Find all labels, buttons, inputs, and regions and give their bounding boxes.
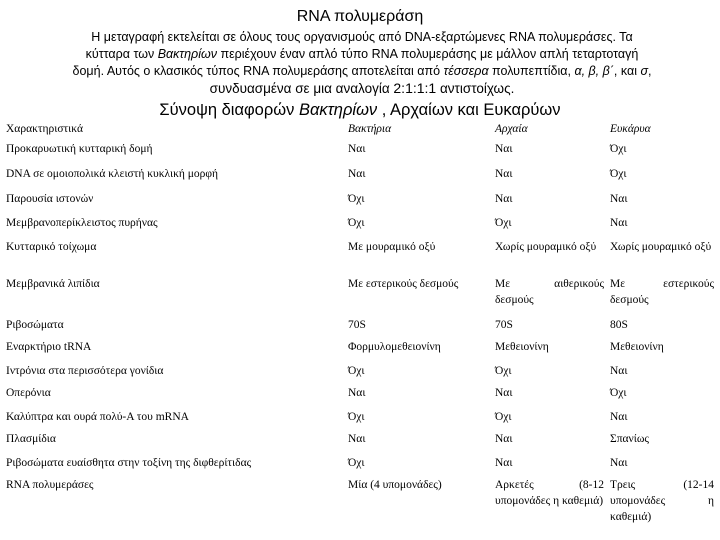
cell-feature: Οπερόνια bbox=[6, 387, 51, 399]
intro-ratio: 2:1:1:1 bbox=[393, 80, 437, 96]
cell-eukarya: Ναι bbox=[610, 365, 628, 377]
cell-eukarya: Ναι bbox=[610, 457, 628, 469]
subtitle-emphasis: Βακτηρίων bbox=[298, 101, 378, 119]
intro-text: , και bbox=[613, 64, 641, 78]
cell-archaea: Αρκετές (8-12 υπομονάδες η καθεμιά) bbox=[495, 479, 604, 507]
cell-archaea: Με αιθερικούς δεσμούς bbox=[495, 278, 604, 306]
cell-archaea: Όχι bbox=[495, 365, 512, 377]
intro-text: περιέχουν έναν απλό τύπο RNA πολυμεράσης με μάλλον απλή τεταρτοταγή bbox=[216, 47, 639, 61]
header-cell-bacteria: Βακτήρια bbox=[348, 123, 392, 135]
table-row bbox=[6, 339, 714, 363]
header-cell-eukarya: Ευκάρυα bbox=[610, 123, 651, 135]
cell-eukarya: 80S bbox=[610, 319, 628, 331]
subtitle-text: , Αρχαίων και Ευκαρύων bbox=[377, 101, 561, 119]
intro-text: συνδυασμένα σε μια αναλογία bbox=[209, 81, 394, 96]
cell-feature: Ιντρόνια στα περισσότερα γονίδια bbox=[6, 365, 164, 377]
intro-text: , bbox=[648, 64, 652, 78]
cell-archaea: Ναι bbox=[495, 457, 513, 469]
cell-bacteria: Ναι bbox=[348, 387, 366, 399]
cell-eukarya: Όχι bbox=[610, 168, 627, 180]
table-row bbox=[6, 276, 714, 317]
table-row bbox=[6, 385, 714, 409]
intro-line-4 bbox=[12, 80, 712, 97]
cell-bacteria: 70S bbox=[348, 319, 366, 331]
subtitle-text: Σύνοψη διαφορών bbox=[159, 101, 299, 119]
intro-text: αντιστοίχως. bbox=[436, 81, 515, 96]
cell-bacteria: Με εστερικούς δεσμούς bbox=[348, 278, 459, 290]
cell-bacteria: Ναι bbox=[348, 143, 366, 155]
cell-bacteria: Φορμυλομεθειονίνη bbox=[348, 341, 441, 353]
table-row bbox=[6, 477, 714, 525]
page-title: RNA πολυμεράση bbox=[296, 8, 424, 25]
cell-eukarya: Τρεις (12-14 υπομονάδες η καθεμιά) bbox=[610, 479, 714, 523]
cell-feature: Καλύπτρα και ουρά πολύ-Α του mRNA bbox=[6, 411, 189, 423]
cell-feature: Προκαρυωτική κυτταρική δομή bbox=[6, 143, 153, 155]
table-row bbox=[6, 455, 714, 477]
cell-feature: Κυτταρικό τοίχωμα bbox=[6, 241, 97, 253]
table-row bbox=[6, 239, 714, 276]
intro-text: κύτταρα των bbox=[85, 47, 158, 61]
comparison-table-body bbox=[6, 121, 714, 525]
intro-text: πολυπεπτίδια, bbox=[488, 64, 575, 78]
header-cell-archaea: Αρχαία bbox=[495, 123, 528, 135]
cell-archaea: Ναι bbox=[495, 193, 513, 205]
intro-emphasis: τέσσερα bbox=[443, 64, 489, 78]
cell-feature: Εναρκτήριο tRNA bbox=[6, 341, 92, 353]
intro-line-3 bbox=[12, 63, 712, 80]
cell-bacteria: Όχι bbox=[348, 365, 365, 377]
table-row bbox=[6, 191, 714, 215]
table-row bbox=[6, 215, 714, 239]
cell-archaea: Όχι bbox=[495, 217, 512, 229]
cell-eukarya: Ναι bbox=[610, 217, 628, 229]
cell-eukarya: Ναι bbox=[610, 193, 628, 205]
cell-feature: Ριβοσώματα bbox=[6, 319, 64, 331]
cell-bacteria: Όχι bbox=[348, 457, 365, 469]
cell-archaea: Μεθειονίνη bbox=[495, 341, 549, 353]
table-row bbox=[6, 166, 714, 191]
section-subtitle bbox=[0, 99, 720, 121]
intro-text: Η μεταγραφή εκτελείται σε όλους τους οργανισμούς από DNA-εξαρτώμενες RNA πολυμεράσες. Τα bbox=[91, 30, 633, 44]
cell-eukarya: Όχι bbox=[610, 143, 627, 155]
table-header-row bbox=[6, 121, 714, 141]
cell-archaea: Ναι bbox=[495, 387, 513, 399]
cell-archaea: Όχι bbox=[495, 411, 512, 423]
cell-archaea: Χωρίς μουραμικό οξύ bbox=[495, 241, 597, 253]
cell-archaea: Ναι bbox=[495, 168, 513, 180]
header-cell-feature: Χαρακτηριστικά bbox=[6, 123, 83, 135]
cell-bacteria: Όχι bbox=[348, 411, 365, 423]
table-row bbox=[6, 141, 714, 166]
cell-bacteria: Με μουραμικό οξύ bbox=[348, 241, 436, 253]
cell-archaea: 70S bbox=[495, 319, 513, 331]
table-row bbox=[6, 363, 714, 385]
cell-feature: Μεμβρανικά λιπίδια bbox=[6, 278, 100, 290]
table-row bbox=[6, 431, 714, 455]
intro-subunits: α, β, β΄ bbox=[574, 64, 614, 78]
intro-sigma: σ bbox=[640, 64, 648, 78]
cell-feature: DNA σε ομοιοπολικά κλειστή κυκλική μορφή bbox=[6, 168, 219, 180]
comparison-table bbox=[6, 121, 714, 525]
cell-bacteria: Μία (4 υπομονάδες) bbox=[348, 479, 442, 491]
cell-eukarya: Όχι bbox=[610, 387, 627, 399]
intro-text: δομή. Αυτός ο κλασικός τύπος RNA πολυμεράσης αποτελείται από bbox=[72, 64, 444, 78]
cell-eukarya: Με εστερικούς δεσμούς bbox=[610, 278, 714, 306]
cell-eukarya: Χωρίς μουραμικό οξύ bbox=[610, 241, 712, 253]
cell-feature: Παρουσία ιστονών bbox=[6, 193, 94, 205]
cell-bacteria: Ναι bbox=[348, 433, 366, 445]
cell-feature: Πλασμίδια bbox=[6, 433, 56, 445]
cell-feature: Ριβοσώματα ευαίσθητα στην τοξίνη της διφθερίτιδας bbox=[6, 457, 252, 469]
intro-emphasis: Βακτηρίων bbox=[157, 47, 217, 61]
intro-line-1 bbox=[12, 29, 712, 46]
intro-paragraph bbox=[12, 29, 712, 97]
cell-feature: RNA πολυμεράσες bbox=[6, 479, 94, 491]
cell-eukarya: Σπανίως bbox=[610, 433, 649, 445]
cell-archaea: Ναι bbox=[495, 143, 513, 155]
cell-bacteria: Όχι bbox=[348, 193, 365, 205]
cell-feature: Μεμβρανοπερίκλειστος πυρήνας bbox=[6, 217, 158, 229]
cell-bacteria: Όχι bbox=[348, 217, 365, 229]
cell-eukarya: Ναι bbox=[610, 411, 628, 423]
table-row bbox=[6, 317, 714, 339]
cell-eukarya: Μεθειονίνη bbox=[610, 341, 664, 353]
intro-line-2 bbox=[12, 46, 712, 63]
cell-archaea: Ναι bbox=[495, 433, 513, 445]
table-row bbox=[6, 409, 714, 431]
cell-bacteria: Ναι bbox=[348, 168, 366, 180]
